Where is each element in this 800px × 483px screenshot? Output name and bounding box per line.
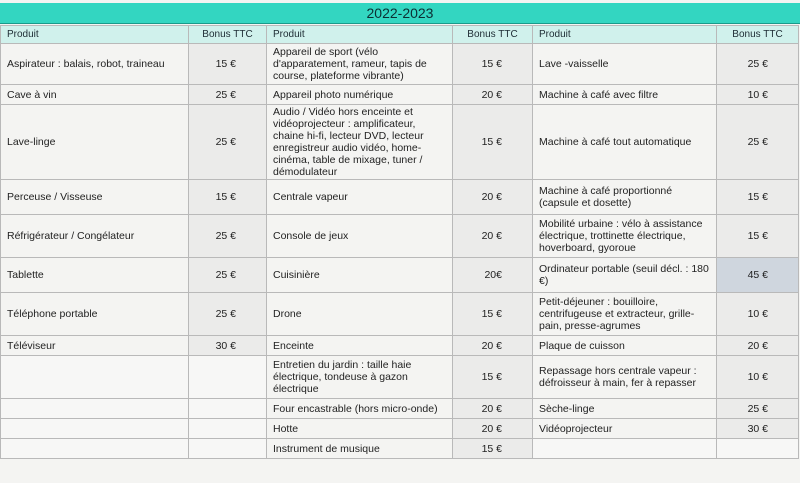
header-product: Produit <box>267 26 453 44</box>
empty-cell <box>717 439 799 459</box>
product-cell: Machine à café proportionné (capsule et dosette) <box>533 180 717 215</box>
table-row <box>1 215 799 258</box>
table-row <box>1 293 799 336</box>
product-cell: Machine à café tout automatique <box>533 105 717 180</box>
table-row <box>1 44 799 85</box>
empty-cell <box>189 356 267 399</box>
empty-cell <box>1 356 189 399</box>
table-row <box>1 399 799 419</box>
bonus-cell: 15 € <box>453 293 533 336</box>
product-cell: Perceuse / Visseuse <box>1 180 189 215</box>
product-cell: Tablette <box>1 258 189 293</box>
table-row <box>1 180 799 215</box>
header-product: Produit <box>533 26 717 44</box>
bonus-cell: 25 € <box>717 105 799 180</box>
product-cell: Hotte <box>267 419 453 439</box>
product-cell: Cave à vin <box>1 85 189 105</box>
bonus-cell: 20 € <box>453 215 533 258</box>
table-row <box>1 258 799 293</box>
header-product: Produit <box>1 26 189 44</box>
bonus-cell: 25 € <box>189 215 267 258</box>
bonus-cell: 15 € <box>453 105 533 180</box>
bonus-table <box>0 25 799 459</box>
highlighted-bonus-cell: 45 € <box>717 258 799 293</box>
bonus-cell: 30 € <box>717 419 799 439</box>
product-cell: Entretien du jardin : taille haie électrique, tondeuse à gazon électrique <box>267 356 453 399</box>
product-cell: Instrument de musique <box>267 439 453 459</box>
empty-cell <box>1 439 189 459</box>
product-cell: Petit-déjeuner : bouilloire, centrifugeuse et extracteur, grille-pain, presse-agrumes <box>533 293 717 336</box>
product-cell: Appareil photo numérique <box>267 85 453 105</box>
table-row <box>1 336 799 356</box>
product-cell: Console de jeux <box>267 215 453 258</box>
empty-cell <box>1 399 189 419</box>
table-row <box>1 356 799 399</box>
empty-cell <box>189 399 267 419</box>
product-cell: Plaque de cuisson <box>533 336 717 356</box>
bonus-cell: 15 € <box>189 180 267 215</box>
bonus-cell: 20 € <box>453 180 533 215</box>
bonus-cell: 20 € <box>453 85 533 105</box>
price-sheet <box>0 3 800 483</box>
product-cell: Aspirateur : balais, robot, traineau <box>1 44 189 85</box>
table-row <box>1 419 799 439</box>
bonus-cell: 25 € <box>189 105 267 180</box>
table-row <box>1 439 799 459</box>
product-cell: Appareil de sport (vélo d'apparatement, rameur, tapis de course, plateforme vibrante) <box>267 44 453 85</box>
bonus-cell: 20 € <box>717 336 799 356</box>
bonus-cell: 10 € <box>717 85 799 105</box>
bonus-cell: 10 € <box>717 356 799 399</box>
bonus-cell: 25 € <box>189 293 267 336</box>
header-bonus: Bonus TTC <box>453 26 533 44</box>
empty-cell <box>189 419 267 439</box>
bonus-cell: 15 € <box>453 356 533 399</box>
bonus-cell: 25 € <box>717 399 799 419</box>
product-cell: Sèche-linge <box>533 399 717 419</box>
product-cell: Vidéoprojecteur <box>533 419 717 439</box>
bonus-cell: 20 € <box>453 419 533 439</box>
empty-cell <box>533 439 717 459</box>
product-cell: Repassage hors centrale vapeur : défroisseur à main, fer à repasser <box>533 356 717 399</box>
product-cell: Réfrigérateur / Congélateur <box>1 215 189 258</box>
bonus-cell: 15 € <box>453 44 533 85</box>
product-cell: Lave-linge <box>1 105 189 180</box>
bonus-cell: 30 € <box>189 336 267 356</box>
empty-cell <box>189 439 267 459</box>
bonus-cell: 15 € <box>717 215 799 258</box>
bonus-cell: 15 € <box>717 180 799 215</box>
product-cell: Machine à café avec filtre <box>533 85 717 105</box>
bonus-cell: 15 € <box>453 439 533 459</box>
bonus-cell: 20 € <box>453 399 533 419</box>
product-cell: Ordinateur portable (seuil décl. : 180 €) <box>533 258 717 293</box>
bonus-cell: 10 € <box>717 293 799 336</box>
bonus-cell: 25 € <box>189 85 267 105</box>
bonus-cell: 15 € <box>189 44 267 85</box>
table-row <box>1 105 799 180</box>
product-cell: Enceinte <box>267 336 453 356</box>
product-cell: Drone <box>267 293 453 336</box>
bonus-cell: 25 € <box>189 258 267 293</box>
header-bonus: Bonus TTC <box>189 26 267 44</box>
empty-cell <box>1 419 189 439</box>
product-cell: Téléphone portable <box>1 293 189 336</box>
table-row <box>1 85 799 105</box>
product-cell: Cuisinière <box>267 258 453 293</box>
header-bonus: Bonus TTC <box>717 26 799 44</box>
product-cell: Audio / Vidéo hors enceinte et vidéoprojecteur : amplificateur, chaine hi-fi, lecteur DVD, lecteur enregistreur audio vidéo, home-cinéma, table de mixage, tuner / démodulateur <box>267 105 453 180</box>
product-cell: Mobilité urbaine : vélo à assistance électrique, trottinette électrique, hoverboard, gyoroue <box>533 215 717 258</box>
product-cell: Lave -vaisselle <box>533 44 717 85</box>
sheet-title: 2022-2023 <box>0 3 800 24</box>
bonus-cell: 20€ <box>453 258 533 293</box>
bonus-cell: 25 € <box>717 44 799 85</box>
header-row <box>1 26 799 44</box>
product-cell: Four encastrable (hors micro-onde) <box>267 399 453 419</box>
bonus-cell: 20 € <box>453 336 533 356</box>
product-cell: Téléviseur <box>1 336 189 356</box>
product-cell: Centrale vapeur <box>267 180 453 215</box>
